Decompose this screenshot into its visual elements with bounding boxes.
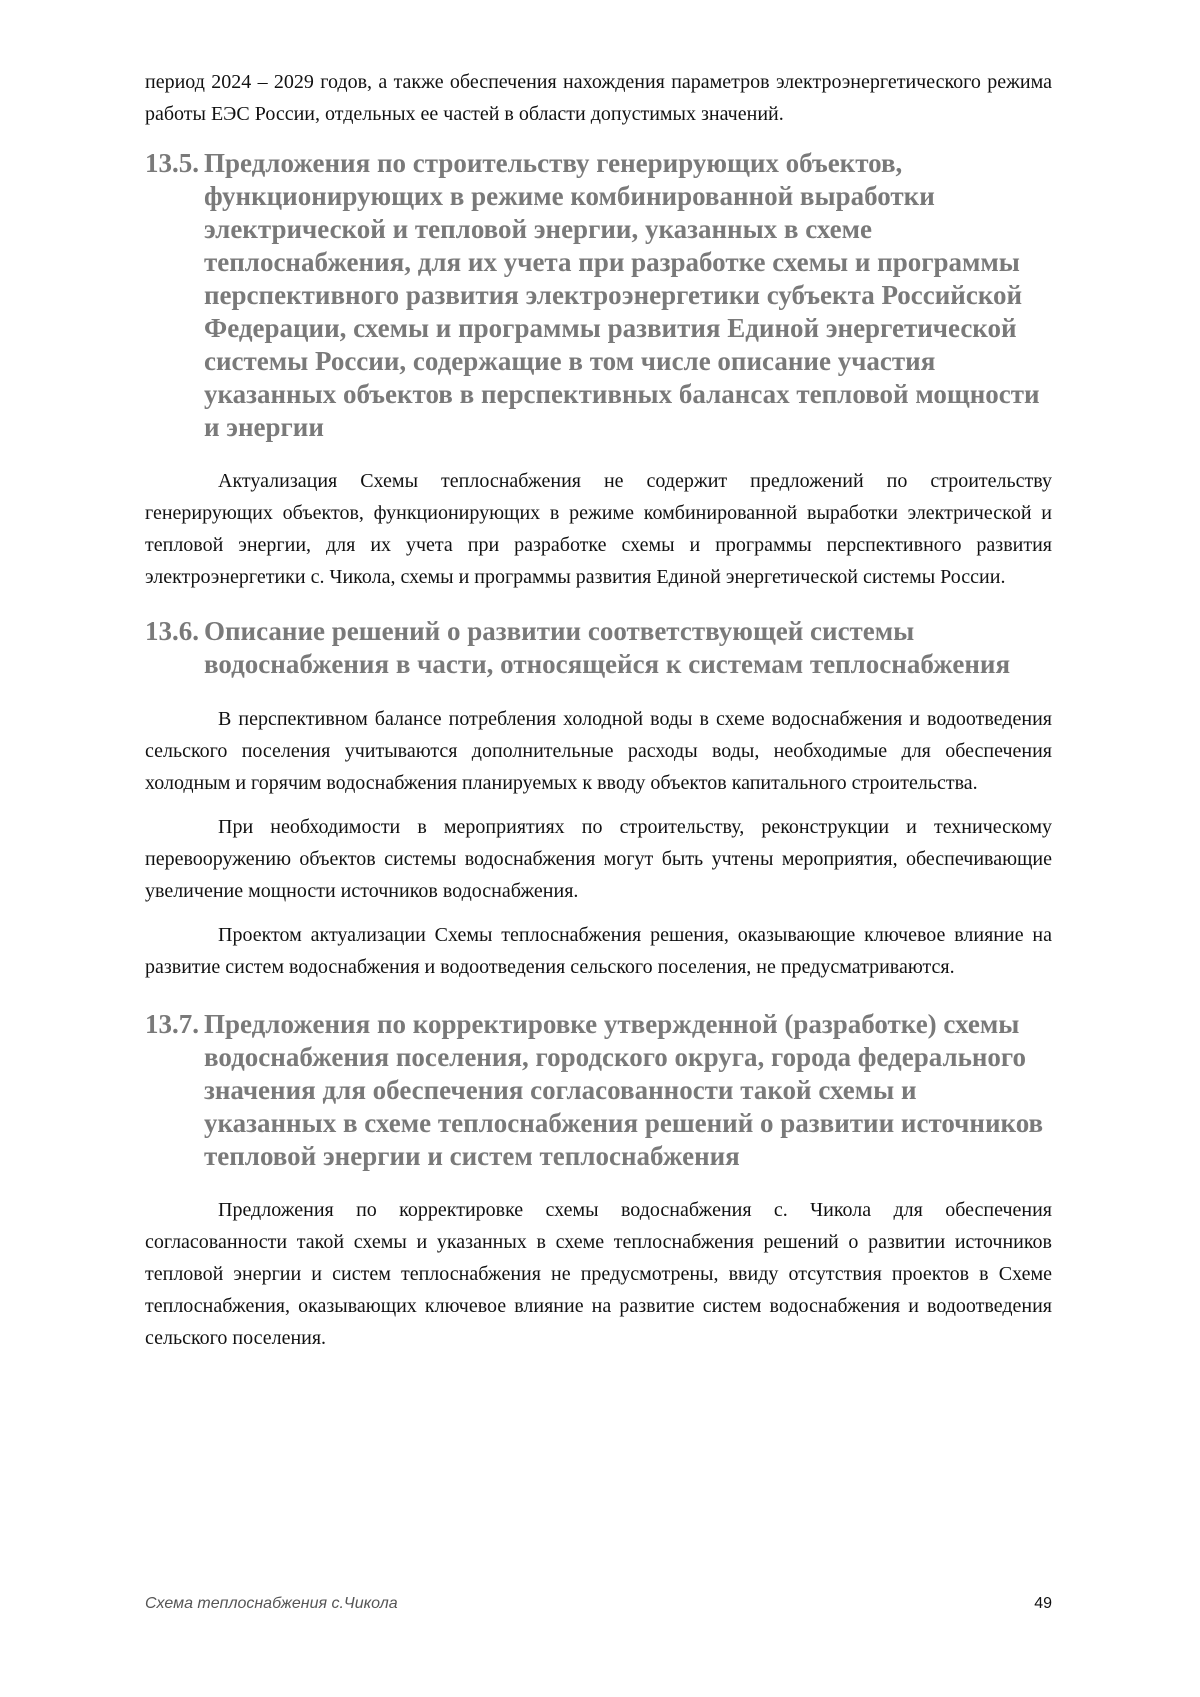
page-number: 49 xyxy=(1034,1595,1052,1612)
page-footer xyxy=(145,1595,1052,1613)
section-paragraph: Актуализация Схемы теплоснабжения не содержит предложений по строительству генерирующих объектов, функционирующих в режиме комбинированной выработки электрической и тепловой энергии, для их учета при разработке схемы и программы перспективного развития электроэнергетики с. Чикола, схемы и программы развития Единой энергетической системы России. xyxy=(145,470,1052,588)
section-number: 13.7. xyxy=(145,1009,199,1039)
section-13-5 xyxy=(145,147,1052,593)
footer-document-title: Схема теплоснабжения с.Чикола xyxy=(145,1595,398,1612)
section-number: 13.5. xyxy=(145,148,199,178)
intro-paragraph: период 2024 – 2029 годов, а также обеспечения нахождения параметров электроэнергетического режима работы ЕЭС России, отдельных ее частей в области допустимых значений. xyxy=(145,71,1052,125)
section-heading xyxy=(145,147,1052,444)
document-page xyxy=(145,66,1052,1354)
section-number: 13.6. xyxy=(145,616,199,646)
section-paragraph: При необходимости в мероприятиях по строительству, реконструкции и техническому перевооружению объектов системы водоснабжения могут быть учтены мероприятия, обеспечивающие увеличение мощности источников водоснабжения. xyxy=(145,816,1052,902)
section-13-7 xyxy=(145,1008,1052,1354)
section-13-6 xyxy=(145,615,1052,983)
section-title: Предложения по строительству генерирующих объектов, функционирующих в режиме комбинированной выработки электрической и тепловой энергии, указанных в схеме теплоснабжения, для их учета при разработке схемы и программы перспективного развития электроэнергетики субъекта Российской Федерации, схемы и программы развития Единой энергетической системы России, содержащие в том числе описание участия указанных объектов в перспективных балансах тепловой мощности и энергии xyxy=(204,148,1040,442)
section-title: Предложения по корректировке утвержденной (разработке) схемы водоснабжения поселения, городского округа, города федерального значения для обеспечения согласованности такой схемы и указанных в схеме теплоснабжения решений о развитии источников тепловой энергии и систем теплоснабжения xyxy=(204,1009,1044,1171)
section-title: Описание решений о развитии соответствующей системы водоснабжения в части, относящейся к системам теплоснабжения xyxy=(204,616,1011,679)
section-paragraph: В перспективном балансе потребления холодной воды в схеме водоснабжения и водоотведения сельского поселения учитываются дополнительные расходы воды, необходимые для обеспечения холодным и горячим водоснабжения планируемых к вводу объектов капитального строительства. xyxy=(145,708,1052,794)
section-heading xyxy=(145,1008,1052,1173)
section-paragraph: Проектом актуализации Схемы теплоснабжения решения, оказывающие ключевое влияние на развитие систем водоснабжения и водоотведения сельского поселения, не предусматриваются. xyxy=(145,924,1052,978)
section-paragraph: Предложения по корректировке схемы водоснабжения с. Чикола для обеспечения согласованности такой схемы и указанных в схеме теплоснабжения решений о развитии источников тепловой энергии и систем теплоснабжения не предусмотрены, ввиду отсутствия проектов в Схеме теплоснабжения, оказывающих ключевое влияние на развитие систем водоснабжения и водоотведения сельского поселения. xyxy=(145,1199,1052,1349)
section-heading xyxy=(145,615,1052,681)
